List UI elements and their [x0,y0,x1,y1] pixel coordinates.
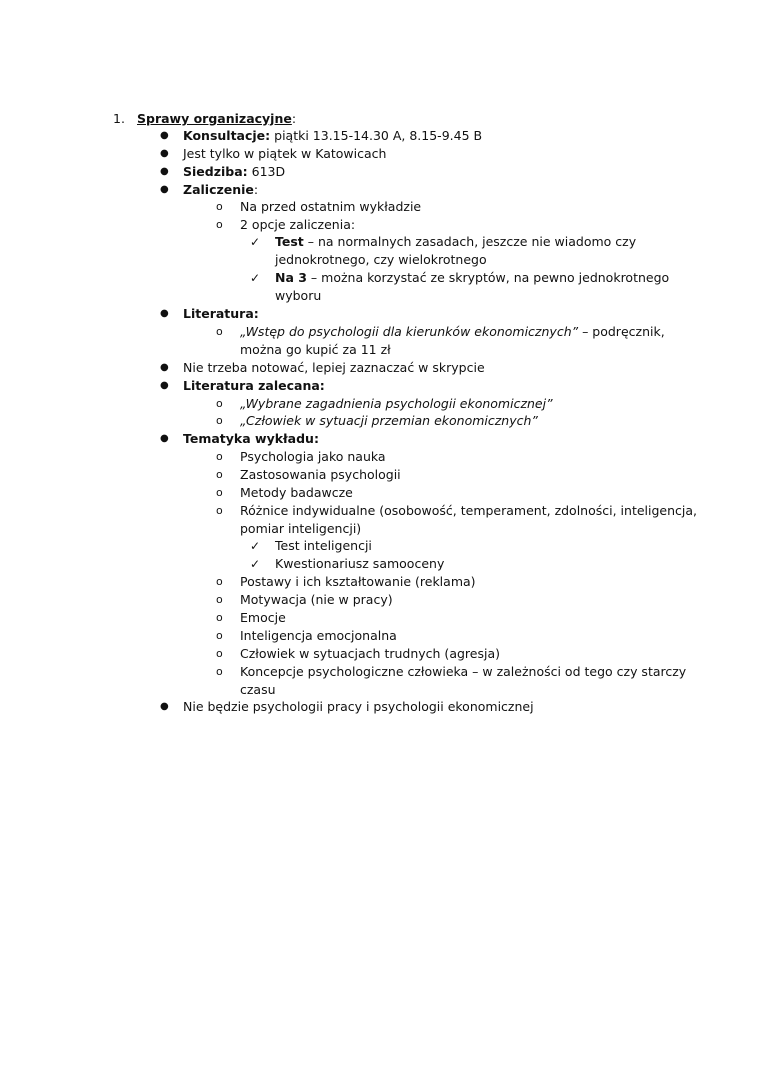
book-note: – podręcznik, [578,324,665,339]
konsultacje-text: piątki 13.15-14.30 A, 8.15-9.45 B [270,128,483,143]
sub-item-recommended-book: „Człowiek w sytuacji przemian ekonomicznych” [240,413,538,428]
topic-item: Emocje [240,610,286,625]
literatura-label: Literatura: [183,306,259,321]
topic-item: Zastosowania psychologii [240,467,401,482]
bullet-icon: ● [160,701,169,712]
siedziba-text: 613D [247,164,286,179]
section-title: Sprawy organizacyjne [137,111,292,126]
circle-bullet-icon: o [216,486,223,499]
circle-bullet-icon: o [216,325,223,338]
zaliczenie-colon: : [253,182,259,197]
bullet-icon: ● [160,380,169,391]
circle-bullet-icon: o [216,450,223,463]
sub-item-book [240,323,665,341]
topic-sub-item: Kwestionariusz samooceny [275,556,445,571]
na3-text: – można korzystać ze skryptów, na pewno jednokrotnego [306,270,670,285]
list-item-literatura [183,305,259,323]
circle-bullet-icon: o [216,504,223,517]
circle-bullet-icon: o [216,593,223,606]
section-number: 1. [113,111,125,126]
circle-bullet-icon: o [216,468,223,481]
list-item-literatura-zalecana [183,377,325,395]
circle-bullet-icon: o [216,575,223,588]
test-label: Test [275,234,304,249]
list-item-piatek: Jest tylko w piątek w Katowicach [183,146,387,161]
check-item-na3 [275,269,669,287]
book-title: „Wstęp do psychologii dla kierunków ekonomicznych” [240,324,579,339]
zaliczenie-label: Zaliczenie [183,182,254,197]
bullet-icon: ● [160,362,169,373]
circle-bullet-icon: o [216,665,223,678]
topic-item: Psychologia jako nauka [240,449,386,464]
sub-item-recommended-book: „Wybrane zagadnienia psychologii ekonomicznej” [240,396,553,411]
list-item-last: Nie będzie psychologii pracy i psychologii ekonomicznej [183,699,534,714]
circle-bullet-icon: o [216,647,223,660]
topic-item: Inteligencja emocjonalna [240,628,397,643]
list-item-tematyka [183,430,319,448]
sub-item-book-continuation: można go kupić za 11 zł [240,342,391,357]
circle-bullet-icon: o [216,611,223,624]
topic-item: Człowiek w sytuacjach trudnych (agresja) [240,646,500,661]
bullet-icon: ● [160,184,169,195]
check-item-na3-continuation: wyboru [275,288,322,303]
bullet-icon: ● [160,308,169,319]
list-item-notowac: Nie trzeba notować, lepiej zaznaczać w skrypcie [183,360,485,375]
list-item-siedziba [183,163,285,181]
circle-bullet-icon: o [216,414,223,427]
topic-item: Postawy i ich kształtowanie (reklama) [240,574,476,589]
check-item-test-continuation: jednokrotnego, czy wielokrotnego [275,252,487,267]
bullet-icon: ● [160,433,169,444]
circle-bullet-icon: o [216,397,223,410]
literatura-zalecana-label: Literatura zalecana: [183,378,325,393]
list-item-zaliczenie [183,181,258,199]
sub-item: Na przed ostatnim wykładzie [240,199,422,214]
checkmark-icon: ✓ [250,235,261,249]
topic-sub-item: Test inteligencji [275,538,372,553]
section-title-colon: : [291,111,297,126]
sub-item: 2 opcje zaliczenia: [240,217,356,232]
topic-item-continuation: pomiar inteligencji) [240,521,362,536]
bullet-icon: ● [160,130,169,141]
circle-bullet-icon: o [216,629,223,642]
check-item-test [275,233,636,251]
topic-item-continuation: czasu [240,682,276,697]
section-heading [113,110,297,128]
topic-item: Różnice indywidualne (osobowość, temperament, zdolności, inteligencja, [240,503,698,518]
checkmark-icon: ✓ [250,557,261,571]
checkmark-icon: ✓ [250,539,261,553]
topic-item: Motywacja (nie w pracy) [240,592,393,607]
test-text: – na normalnych zasadach, jeszcze nie wiadomo czy [303,234,637,249]
na3-label: Na 3 [275,270,307,285]
konsultacje-label: Konsultacje: [183,128,271,143]
circle-bullet-icon: o [216,200,223,213]
circle-bullet-icon: o [216,218,223,231]
bullet-icon: ● [160,148,169,159]
checkmark-icon: ✓ [250,271,261,285]
siedziba-label: Siedziba: [183,164,248,179]
topic-item: Metody badawcze [240,485,353,500]
list-item-konsultacje [183,127,482,145]
tematyka-label: Tematyka wykładu: [183,431,319,446]
topic-item: Koncepcje psychologiczne człowieka – w zależności od tego czy starczy [240,664,687,679]
bullet-icon: ● [160,166,169,177]
